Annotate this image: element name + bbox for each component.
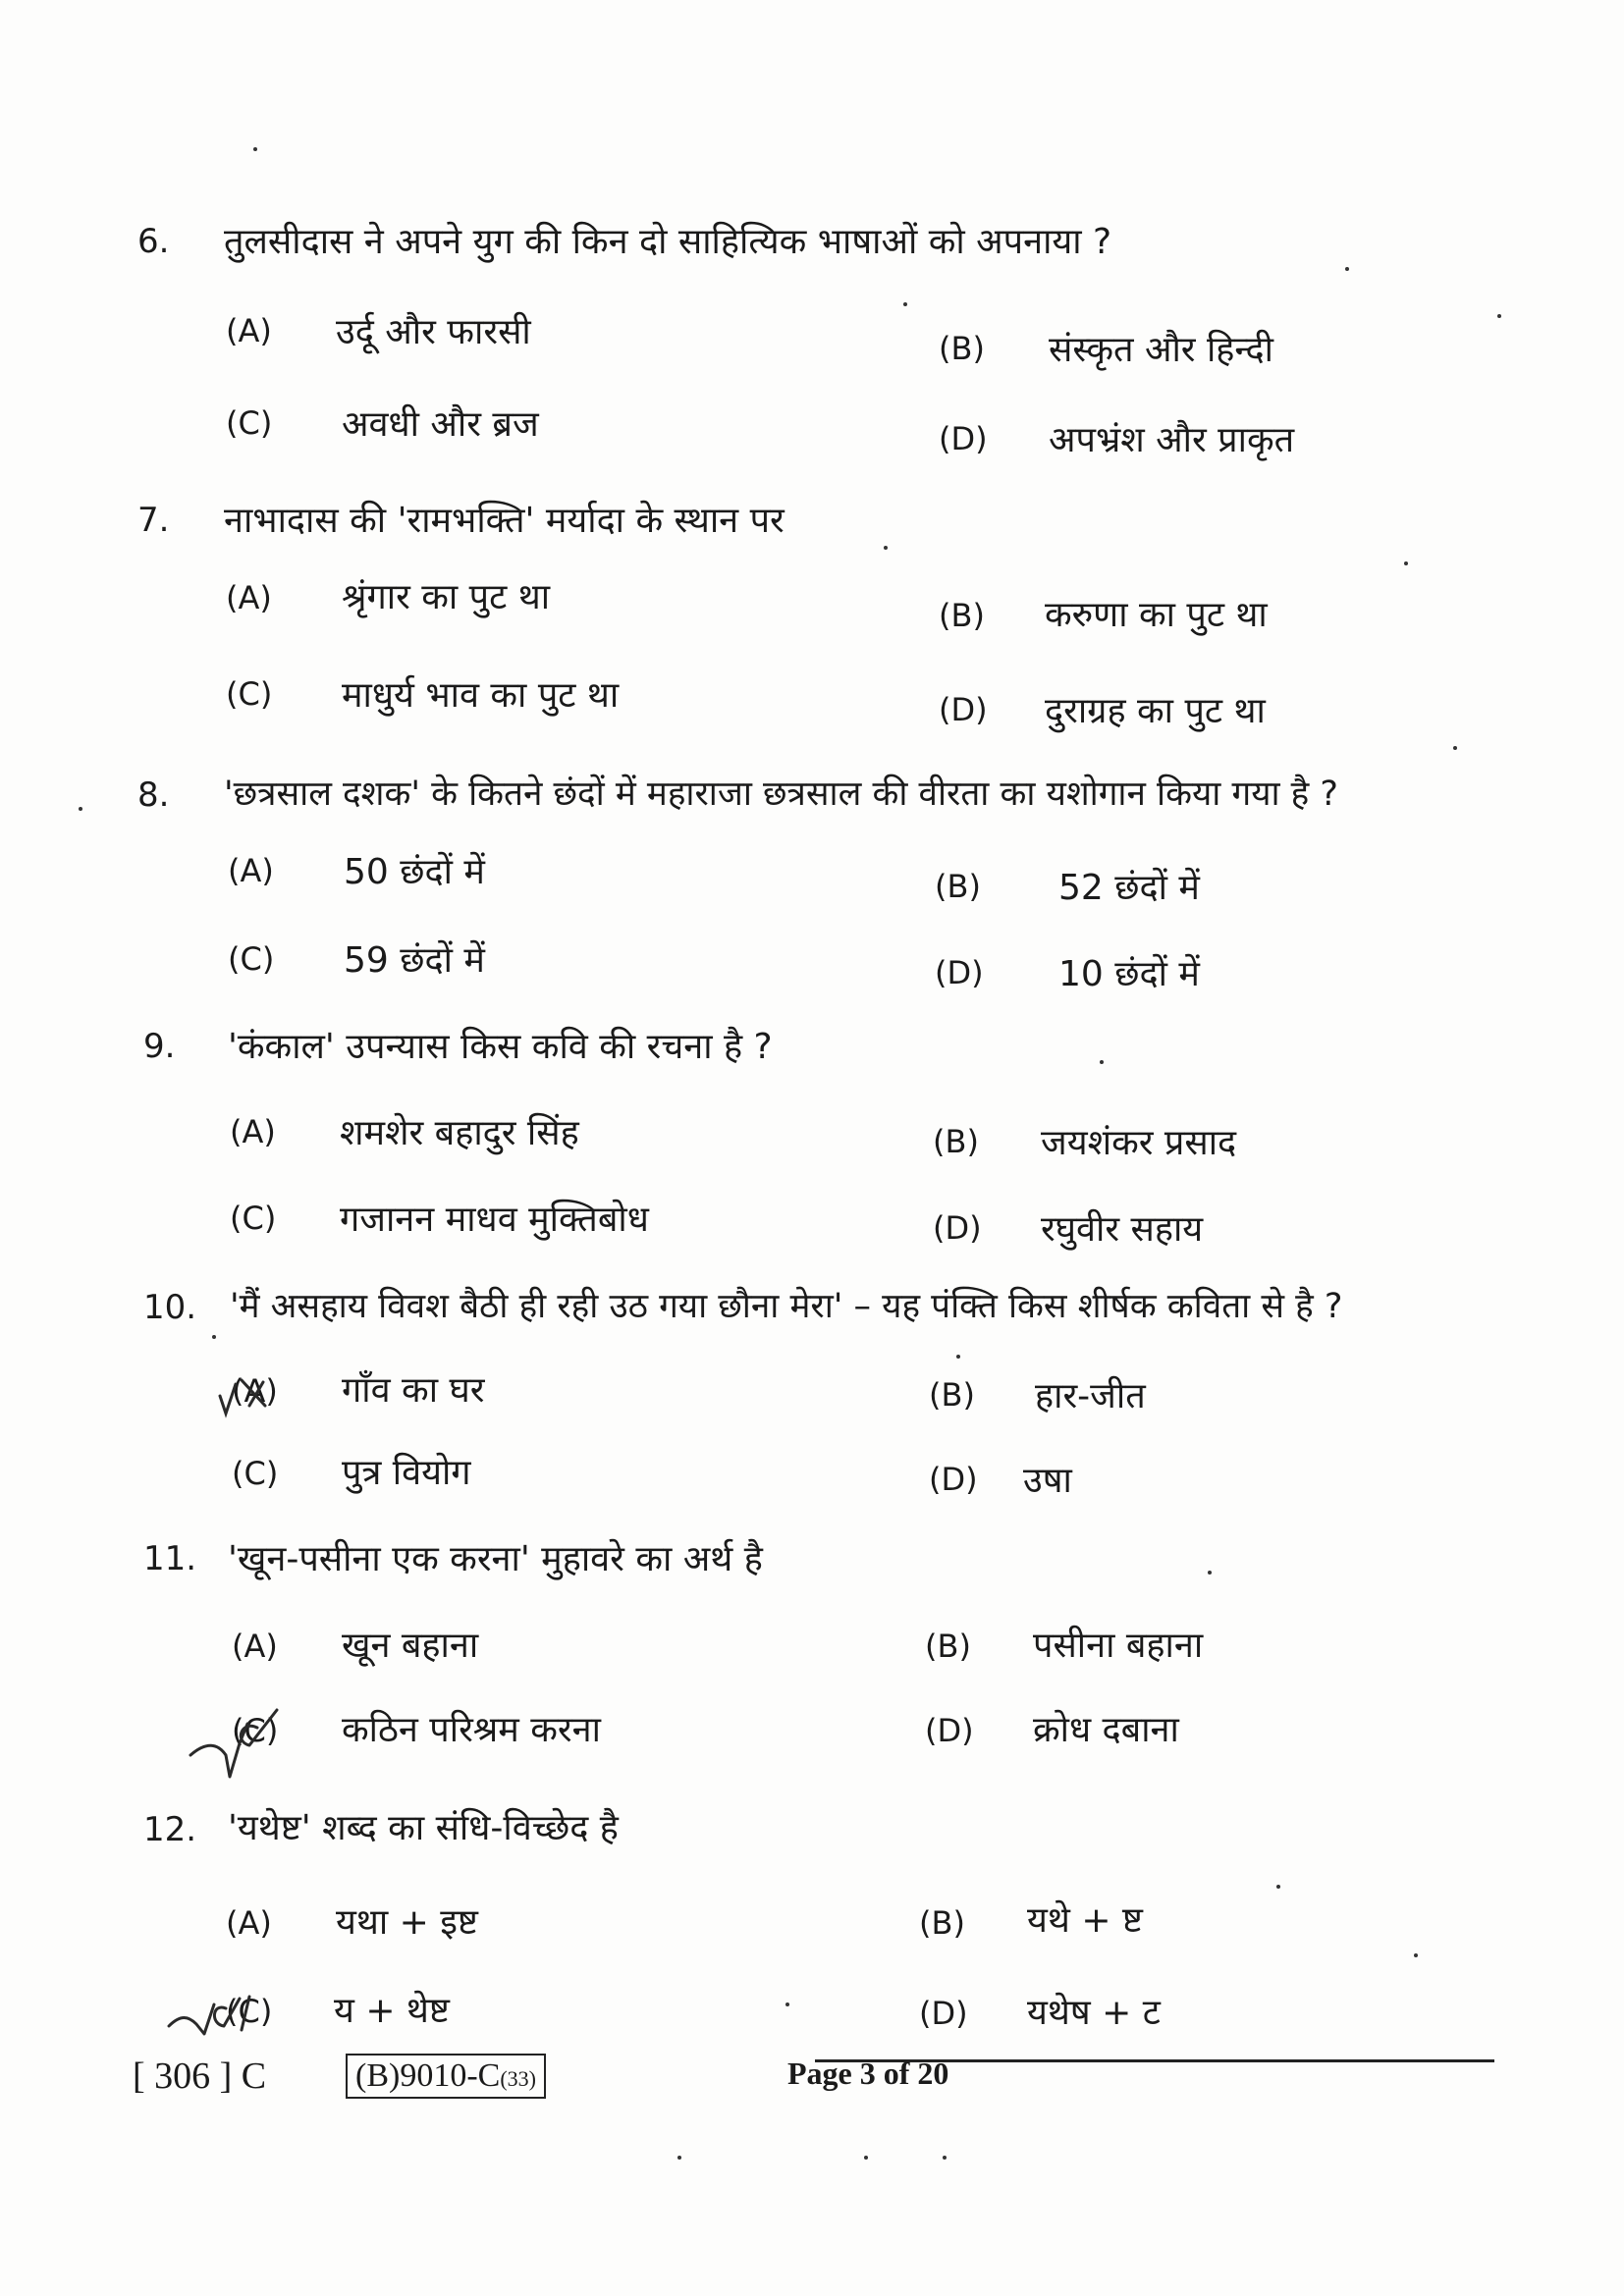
option-letter: (D)	[929, 1461, 978, 1498]
scan-speck	[1345, 267, 1349, 271]
option-letter: (C)	[226, 675, 273, 713]
option-text: 10 छंदों में	[1058, 954, 1200, 994]
option-letter: (C)	[226, 404, 273, 442]
option-text: यथेष + ट	[1027, 1993, 1161, 2033]
question-text: 'कंकाल' उपन्यास किस कवि की रचना है ?	[228, 1027, 773, 1067]
question-number: 10.	[143, 1288, 197, 1327]
option-letter: (D)	[939, 691, 988, 728]
option-text: रघुवीर सहाय	[1041, 1209, 1204, 1250]
scan-speck	[1100, 1060, 1104, 1064]
option-text: 59 छंदों में	[344, 940, 485, 981]
option-letter: (C)	[226, 1993, 273, 2030]
option-letter: (D)	[933, 1209, 982, 1247]
option-letter: (B)	[939, 330, 985, 367]
question-text: 'यथेष्ट' शब्द का संधि-विच्छेद है	[228, 1808, 619, 1848]
option-text: हार-जीत	[1035, 1376, 1146, 1416]
question-number: 9.	[143, 1027, 176, 1066]
question-text: 'खून-पसीना एक करना' मुहावरे का अर्थ है	[228, 1539, 763, 1579]
scan-speck	[1414, 1953, 1418, 1957]
scan-speck	[253, 147, 257, 151]
page-number: Page 3 of 20	[787, 2056, 949, 2091]
booklet-code-suffix: (33)	[500, 2066, 536, 2091]
option-letter: (C)	[228, 940, 275, 978]
option-letter: (B)	[935, 868, 981, 905]
option-letter: (B)	[939, 597, 985, 634]
option-letter: (B)	[925, 1628, 971, 1665]
question-text: नाभादास की 'रामभक्ति' मर्यादा के स्थान पर	[224, 501, 785, 541]
scan-speck	[943, 2156, 947, 2160]
booklet-code-main: (B)9010-C	[355, 2057, 501, 2094]
option-letter: (A)	[226, 312, 272, 349]
option-letter: (D)	[935, 954, 984, 991]
option-letter: (A)	[228, 852, 274, 889]
option-letter: (D)	[925, 1712, 974, 1749]
paper-code: [ 306 ] C	[133, 2056, 267, 2097]
scan-speck	[1497, 314, 1501, 318]
scan-speck	[1404, 561, 1408, 565]
option-text: 50 छंदों में	[344, 852, 485, 892]
option-letter: (C)	[232, 1455, 279, 1492]
option-text: दुराग्रह का पुट था	[1045, 691, 1266, 731]
option-text: यथा + इष्ट	[336, 1902, 478, 1943]
option-text: उषा	[1023, 1461, 1072, 1501]
scan-speck	[212, 1335, 216, 1339]
option-text: य + थेष्ट	[334, 1991, 450, 2031]
scan-speck	[884, 546, 888, 550]
option-text: पुत्र वियोग	[342, 1453, 471, 1493]
question-number: 8.	[137, 775, 170, 815]
option-text: गजानन माधव मुक्तिबोध	[340, 1200, 649, 1240]
option-text: माधुर्य भाव का पुट था	[342, 675, 620, 716]
question-number: 6.	[137, 222, 170, 261]
scan-speck	[1453, 746, 1457, 750]
scan-speck	[785, 2002, 789, 2006]
scan-speck	[1276, 1885, 1280, 1889]
option-text: उर्दू और फारसी	[336, 312, 531, 352]
question-text: तुलसीदास ने अपने युग की किन दो साहित्यिक भाषाओं को अपनाया ?	[224, 222, 1112, 262]
option-text: क्रोध दबाना	[1033, 1710, 1179, 1750]
option-letter: (A)	[226, 579, 272, 616]
option-text: जयशंकर प्रसाद	[1041, 1123, 1237, 1163]
option-text: अपभ्रंश और प्राकृत	[1049, 420, 1295, 460]
option-text: पसीना बहाना	[1033, 1626, 1204, 1666]
option-text: संस्कृत और हिन्दी	[1049, 330, 1273, 370]
option-letter: (A)	[232, 1628, 278, 1665]
question-text: 'छत्रसाल दशक' के कितने छंदों में महाराजा छत्रसाल की वीरता का यशोगान किया गया है ?	[224, 774, 1338, 814]
option-text: करुणा का पुट था	[1045, 595, 1268, 635]
option-text: कठिन परिश्रम करना	[342, 1710, 601, 1750]
scan-speck	[956, 1355, 960, 1359]
option-letter: (D)	[939, 420, 988, 457]
option-text: श्रृंगार का पुट था	[342, 577, 551, 617]
option-letter: (A)	[226, 1904, 272, 1942]
option-letter: (D)	[919, 1995, 968, 2032]
option-text: 52 छंदों में	[1058, 868, 1200, 908]
option-letter: (A)	[230, 1113, 276, 1150]
option-letter: (C)	[230, 1200, 277, 1237]
booklet-code	[346, 2054, 546, 2099]
question-number: 7.	[137, 501, 170, 540]
option-text: गाँव का घर	[342, 1370, 485, 1411]
option-text: अवधी और ब्रज	[342, 404, 539, 445]
option-letter: (C)	[232, 1712, 279, 1749]
option-letter: (B)	[919, 1904, 965, 1942]
scan-speck	[79, 807, 82, 811]
option-text: शमशेर बहादुर सिंह	[340, 1113, 579, 1153]
scan-speck	[864, 2156, 868, 2160]
option-letter: (A)	[232, 1372, 278, 1410]
scan-speck	[903, 302, 907, 306]
option-text: यथे + ष्ट	[1027, 1900, 1143, 1941]
question-number: 12.	[143, 1810, 197, 1849]
scan-speck	[677, 2156, 681, 2160]
option-letter: (B)	[929, 1376, 975, 1414]
option-text: खून बहाना	[342, 1626, 479, 1666]
scan-speck	[1208, 1571, 1212, 1575]
question-number: 11.	[143, 1539, 197, 1578]
option-letter: (B)	[933, 1123, 979, 1160]
question-text: 'मैं असहाय विवश बैठी ही रही उठ गया छौना मेरा' – यह पंक्ति किस शीर्षक कविता से है ?	[230, 1287, 1343, 1326]
